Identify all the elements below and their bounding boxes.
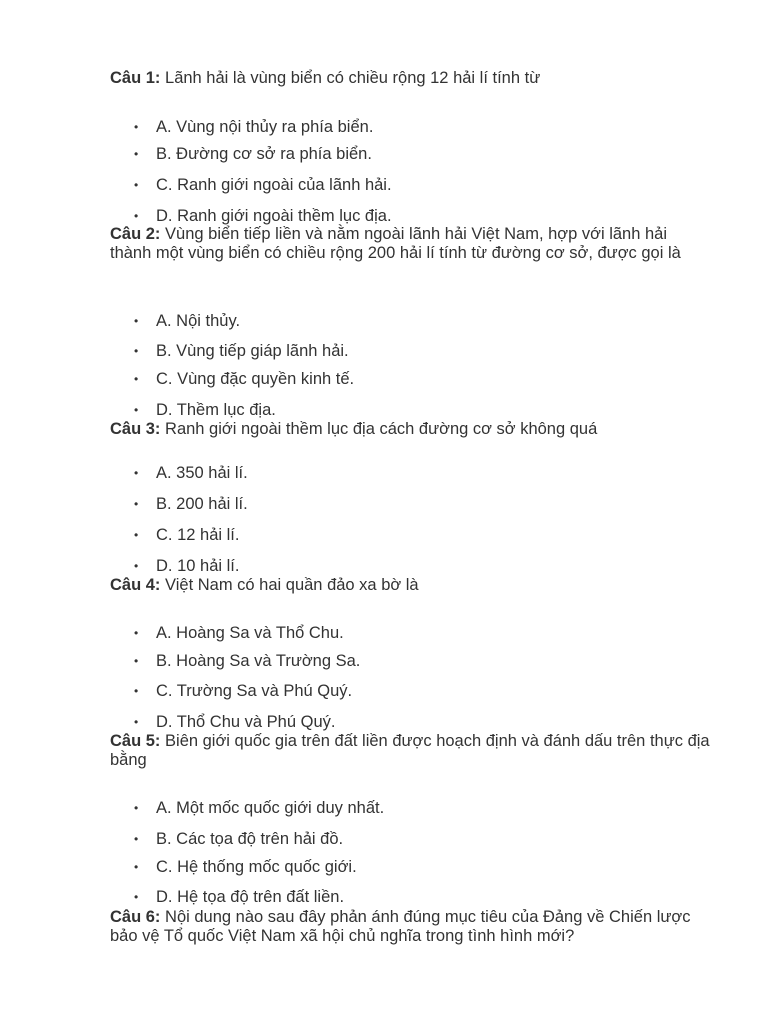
bullet-icon: • <box>134 626 139 641</box>
option-text: B. Hoàng Sa và Trường Sa. <box>156 652 361 670</box>
bullet-icon: • <box>134 832 139 847</box>
question-text: Việt Nam có hai quần đảo xa bờ là <box>160 576 419 594</box>
bullet-icon: • <box>134 178 139 193</box>
question-text: Biên giới quốc gia trên đất liền được hoạch định và đánh dấu trên thực địa bằng <box>110 732 710 769</box>
option-text: C. Vùng đặc quyền kinh tế. <box>156 370 355 388</box>
question-4 <box>110 576 710 595</box>
bullet-icon: • <box>134 120 139 135</box>
bullet-icon: • <box>134 344 139 359</box>
bullet-icon: • <box>134 372 139 387</box>
option-text: A. 350 hải lí. <box>156 464 248 482</box>
option-text: C. Ranh giới ngoài của lãnh hải. <box>156 176 392 194</box>
question-text: Nội dung nào sau đây phản ánh đúng mục tiêu của Đảng về Chiến lược bảo vệ Tổ quốc Việt Nam xã hội chủ nghĩa trong tình hình mới? <box>110 908 691 945</box>
bullet-icon: • <box>134 860 139 875</box>
option-3d <box>134 557 239 576</box>
option-4c <box>134 682 352 701</box>
bullet-icon: • <box>134 403 139 418</box>
question-5 <box>110 732 710 770</box>
bullet-icon: • <box>134 209 139 224</box>
option-text: B. Đường cơ sở ra phía biển. <box>156 145 372 163</box>
bullet-icon: • <box>134 684 139 699</box>
question-label: Câu 6: <box>110 908 161 926</box>
option-1a <box>134 118 373 137</box>
option-text: C. Trường Sa và Phú Quý. <box>156 682 353 700</box>
bullet-icon: • <box>134 559 139 574</box>
option-5d <box>134 888 344 907</box>
bullet-icon: • <box>134 890 139 905</box>
option-4b <box>134 652 360 671</box>
option-5a <box>134 799 384 818</box>
option-3c <box>134 526 239 545</box>
option-5b <box>134 830 343 849</box>
option-text: A. Vùng nội thủy ra phía biển. <box>156 118 374 136</box>
option-3b <box>134 495 248 514</box>
option-text: B. 200 hải lí. <box>156 495 248 513</box>
question-text: Ranh giới ngoài thềm lục địa cách đường cơ sở không quá <box>160 420 598 438</box>
question-2 <box>110 225 710 263</box>
question-label: Câu 1: <box>110 69 161 87</box>
question-3 <box>110 420 710 439</box>
option-text: C. Hệ thống mốc quốc giới. <box>156 858 357 876</box>
option-1d <box>134 207 392 226</box>
option-2b <box>134 342 349 361</box>
option-5c <box>134 858 357 877</box>
question-label: Câu 2: <box>110 225 161 243</box>
option-text: A. Một mốc quốc giới duy nhất. <box>156 799 385 817</box>
option-4a <box>134 624 344 643</box>
option-1c <box>134 176 392 195</box>
bullet-icon: • <box>134 801 139 816</box>
bullet-icon: • <box>134 497 139 512</box>
bullet-icon: • <box>134 715 139 730</box>
option-text: A. Hoàng Sa và Thổ Chu. <box>156 624 344 642</box>
question-text: Lãnh hải là vùng biển có chiều rộng 12 hải lí tính từ <box>160 69 541 87</box>
option-2d <box>134 401 276 420</box>
option-text: D. Thổ Chu và Phú Quý. <box>156 713 336 731</box>
option-text: D. Hệ tọa độ trên đất liền. <box>156 888 345 906</box>
option-text: D. Ranh giới ngoài thềm lục địa. <box>156 207 392 225</box>
option-text: C. 12 hải lí. <box>156 526 240 544</box>
bullet-icon: • <box>134 528 139 543</box>
question-text: Vùng biển tiếp liền và nằm ngoài lãnh hải Việt Nam, hợp với lãnh hải thành một vùng biển có chiều rộng 200 hải lí tính từ đường cơ sở, được gọi là <box>110 225 681 262</box>
question-1 <box>110 69 710 88</box>
option-4d <box>134 713 335 732</box>
question-label: Câu 5: <box>110 732 161 750</box>
bullet-icon: • <box>134 654 139 669</box>
question-label: Câu 3: <box>110 420 161 438</box>
option-1b <box>134 145 372 164</box>
question-label: Câu 4: <box>110 576 161 594</box>
option-2a <box>134 312 240 331</box>
option-text: B. Các tọa độ trên hải đồ. <box>156 830 344 848</box>
option-2c <box>134 370 354 389</box>
option-text: A. Nội thủy. <box>156 312 241 330</box>
bullet-icon: • <box>134 147 139 162</box>
option-text: B. Vùng tiếp giáp lãnh hải. <box>156 342 349 360</box>
option-3a <box>134 464 248 483</box>
bullet-icon: • <box>134 466 139 481</box>
option-text: D. Thềm lục địa. <box>156 401 276 419</box>
option-text: D. 10 hải lí. <box>156 557 240 575</box>
question-6 <box>110 908 710 946</box>
bullet-icon: • <box>134 314 139 329</box>
